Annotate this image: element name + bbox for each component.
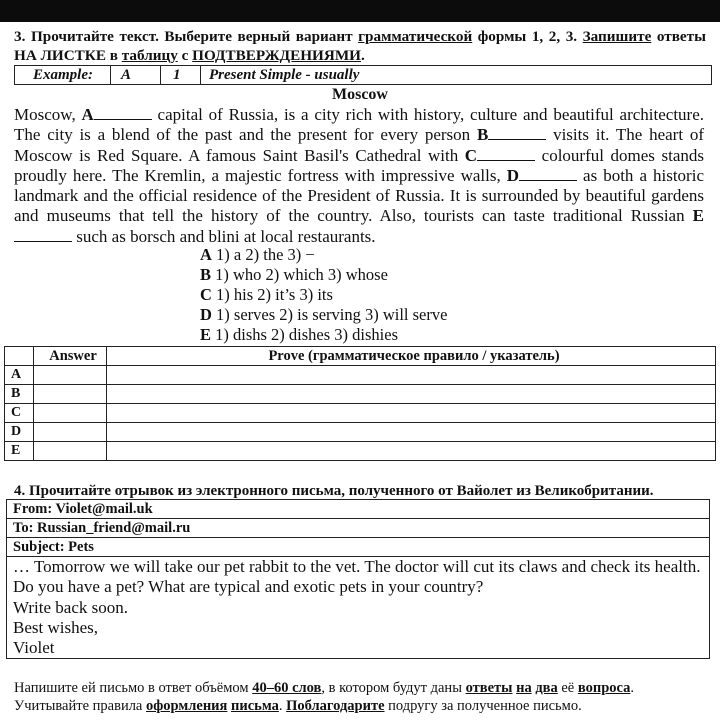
- row-letter: E: [5, 442, 34, 461]
- footer-text: 40–60 слов: [252, 680, 322, 696]
- email-box: [6, 499, 710, 659]
- answer-cell[interactable]: [34, 442, 107, 461]
- example-description: Present Simple - usually: [209, 67, 360, 83]
- text-title: Moscow: [332, 86, 388, 103]
- task3-heading-part: Запишите: [582, 28, 652, 45]
- task3-heading-part: ПОДТВЕРЖДЕНИЯМИ: [192, 47, 361, 64]
- header-empty: [5, 347, 34, 366]
- row-letter: B: [5, 385, 34, 404]
- example-row: [14, 65, 712, 85]
- table-row: [5, 404, 716, 423]
- passage-text: colourful domes stands proudly here. The Kremlin, a majestic fortress with impressive walls,: [14, 145, 704, 185]
- email-from: From: Violet@mail.uk: [7, 500, 709, 519]
- email-line: Best wishes,: [13, 617, 98, 637]
- option-text: 1) serves 2) is serving 3) will serve: [211, 305, 448, 324]
- option-letter: E: [200, 325, 212, 344]
- example-label: Example:: [15, 66, 111, 84]
- footer-text: два: [535, 680, 558, 696]
- email-line: Do you have a pet? What are typical and exotic pets in your country?: [13, 577, 484, 597]
- gap-blank-b: [488, 125, 546, 140]
- gap-blank-c: [477, 146, 535, 161]
- task3-heading-part: таблицу: [121, 47, 178, 64]
- footer-text: .: [630, 680, 635, 696]
- task3-heading-part: ответы НА ЛИСТКЕ в: [14, 28, 706, 64]
- gap-label-a: A: [81, 105, 94, 124]
- email-body: [7, 557, 709, 658]
- passage-text: Moscow,: [14, 105, 82, 124]
- option-text: 1) dishs 2) dishes 3) dishies: [211, 325, 399, 344]
- option-text: 1) who 2) which 3) whose: [211, 265, 388, 284]
- task3-heading-part: .: [360, 47, 365, 64]
- gap-label-c: C: [464, 145, 478, 165]
- table-row: [5, 385, 716, 404]
- top-dark-bar: [0, 0, 720, 22]
- gap-blank-d: [519, 166, 577, 181]
- option-text: 1) a 2) the 3) −: [211, 245, 315, 264]
- footer-line-2: [14, 698, 714, 716]
- gap-label-b: B: [476, 125, 489, 145]
- option-letter: B: [200, 265, 212, 284]
- answer-cell[interactable]: [34, 404, 107, 423]
- row-letter: C: [5, 404, 34, 423]
- footer-text: Учитывайте правила: [14, 697, 146, 714]
- prove-cell[interactable]: [107, 423, 716, 442]
- table-row: [5, 366, 716, 385]
- answer-table-header: [5, 347, 716, 366]
- task3-heading-part: формы 1, 2, 3.: [472, 28, 583, 45]
- table-row: [5, 423, 716, 442]
- passage-text: visits it. The heart of Moscow is Red Square. A famous Saint Basil's Cathedral with: [14, 125, 704, 165]
- gap-label-d: D: [506, 165, 520, 185]
- table-row: [5, 442, 716, 461]
- footer-text: подругу за полученное письмо.: [384, 697, 582, 714]
- header-answer: Answer: [34, 347, 107, 366]
- gap-blank-a: [94, 105, 152, 120]
- option-letter: D: [200, 305, 212, 324]
- answer-cell[interactable]: [34, 423, 107, 442]
- email-to: To: Russian_friend@mail.ru: [7, 519, 709, 538]
- prove-cell[interactable]: [107, 404, 716, 423]
- footer-text: Поблагодарите: [286, 697, 385, 714]
- email-line: … Tomorrow we will take our pet rabbit to the vet. The doctor will cut its claws and check its health.: [13, 557, 701, 576]
- option-c: [200, 285, 447, 305]
- footer-text: Напишите ей письмо в ответ объёмом: [14, 680, 253, 696]
- email-line: Violet: [13, 638, 55, 658]
- option-e: [200, 325, 447, 345]
- footer-text: письма: [231, 697, 279, 714]
- prove-cell[interactable]: [107, 366, 716, 385]
- footer-text: её: [557, 680, 578, 696]
- task3-heading-part: грамматической: [358, 28, 473, 45]
- option-b: [200, 265, 447, 285]
- answer-cell[interactable]: [34, 385, 107, 404]
- footer-text: на: [516, 680, 532, 696]
- footer-text: , в котором будут даны: [321, 680, 466, 696]
- email-line: Write back soon.: [13, 597, 128, 617]
- footer-text: вопроса: [577, 680, 631, 696]
- answer-table: [4, 346, 716, 461]
- option-d: [200, 305, 447, 325]
- prove-cell[interactable]: [107, 442, 716, 461]
- reading-passage: [14, 105, 704, 247]
- task3-heading-part: с: [177, 47, 193, 64]
- email-subject: Subject: Pets: [7, 538, 709, 557]
- answer-cell[interactable]: [34, 366, 107, 385]
- option-letter: A: [200, 245, 212, 264]
- option-letter: C: [200, 285, 212, 304]
- options-list: [200, 245, 447, 345]
- passage-text: capital of Russia, is a city rich with history, culture and beautiful architecture. The city is a blend of the past and the present for every person: [14, 105, 704, 145]
- passage-text: such as borsch and blini at local restaurants.: [72, 226, 376, 246]
- row-letter: A: [5, 366, 34, 385]
- prove-cell[interactable]: [107, 385, 716, 404]
- footer-text: ответы: [465, 680, 513, 696]
- option-text: 1) his 2) it’s 3) its: [211, 285, 333, 304]
- footer-line-1: [14, 680, 714, 698]
- gap-label-e: E: [692, 206, 704, 226]
- example-letter: A: [111, 66, 161, 84]
- task3-heading: [14, 27, 706, 65]
- footer-text: .: [278, 697, 287, 714]
- passage-text: as both a historic landmark and the official residence of the President of Russia. It is surrounded by beautiful gardens and museums that tell the history of the country. Also, tourists can taste traditional Russian: [14, 165, 704, 226]
- task4-heading: 4. Прочитайте отрывок из электронного письма, полученного от Вайолет из Великобритании.: [14, 483, 654, 499]
- row-letter: D: [5, 423, 34, 442]
- instructions-footer: [14, 680, 714, 715]
- gap-blank-e: [14, 227, 72, 242]
- option-a: [200, 245, 447, 265]
- header-prove: Prove (грамматическое правило / указатель): [107, 347, 716, 366]
- footer-text: оформления: [146, 697, 228, 714]
- example-number: 1: [161, 66, 201, 84]
- task3-heading-part: 3. Прочитайте текст. Выберите верный вариант: [14, 28, 359, 45]
